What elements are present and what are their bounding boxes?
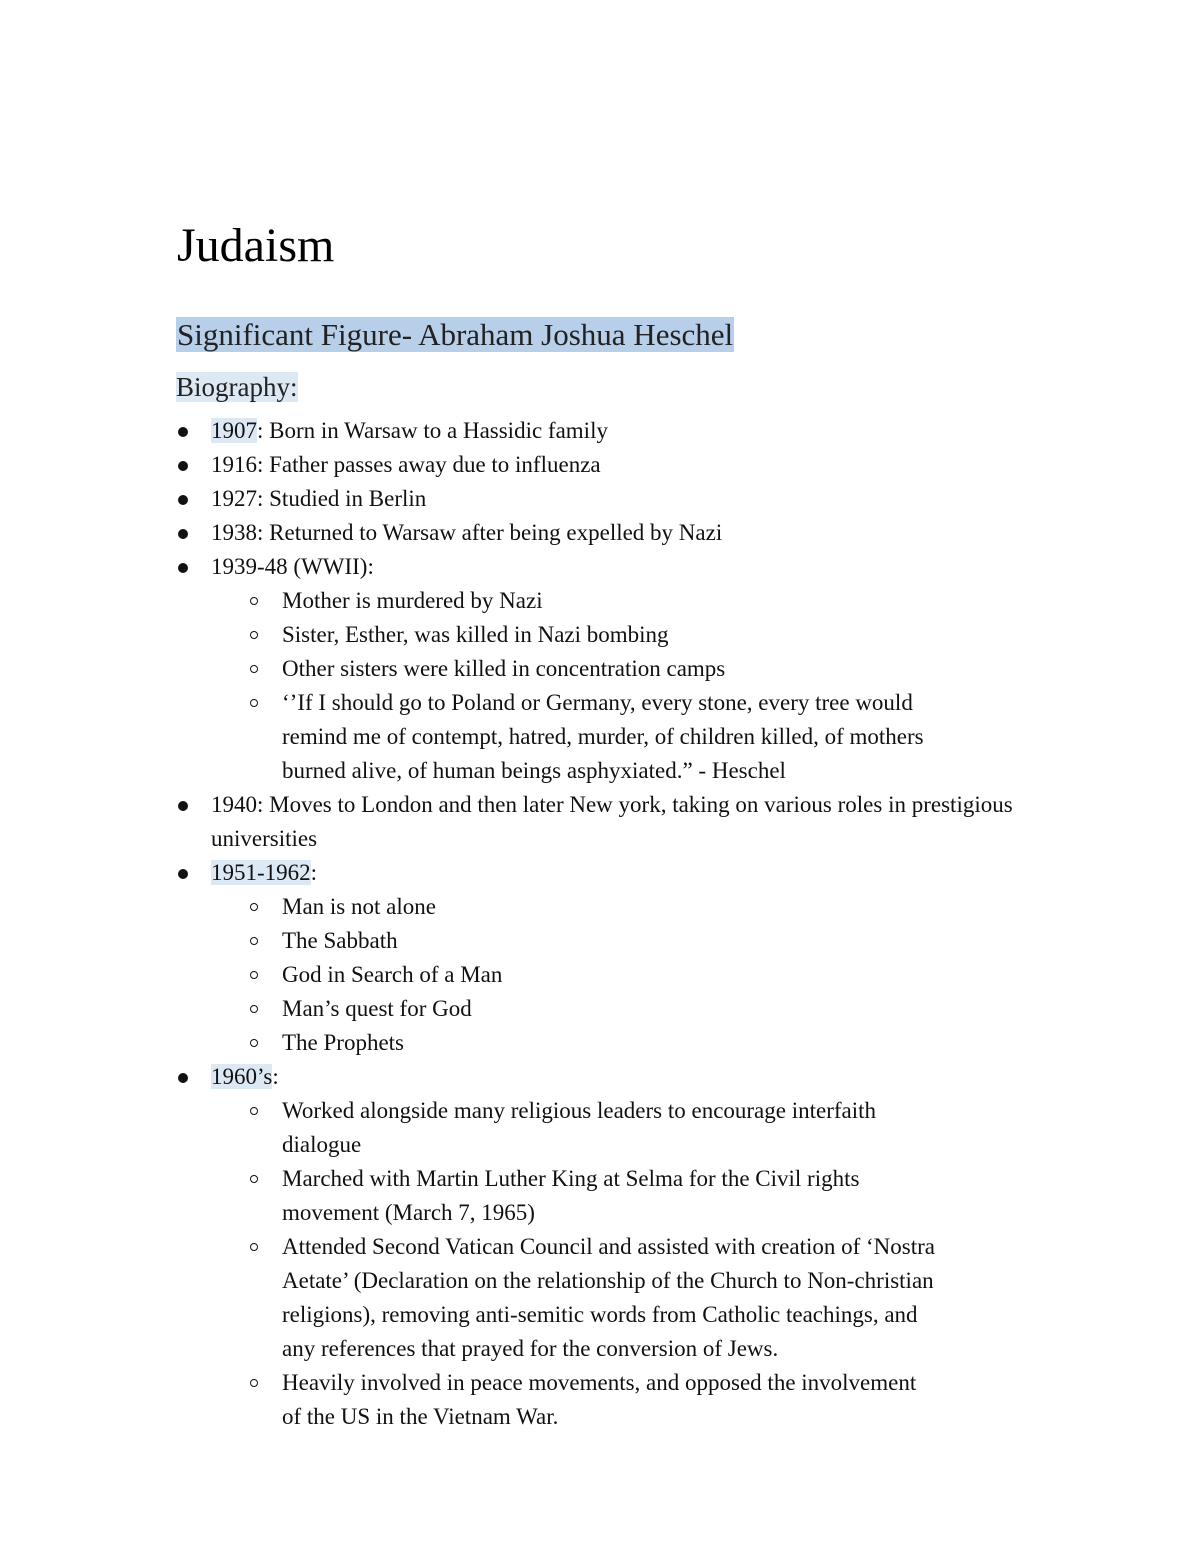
hollow-bullet-icon	[250, 631, 258, 639]
hollow-bullet-icon	[250, 665, 258, 673]
sub-list-item	[0, 584, 1070, 618]
sub-list	[0, 584, 1070, 788]
sub-item-text: Worked alongside many religious leaders to encourage interfaith dialogue	[282, 1098, 877, 1157]
sub-item-text: Mother is murdered by Nazi	[282, 588, 543, 613]
list-item	[0, 516, 1200, 550]
sub-list-item	[0, 618, 1070, 652]
bullet-icon	[178, 1073, 188, 1083]
bullet-icon	[178, 495, 188, 505]
sub-item-text: Man is not alone	[282, 894, 436, 919]
sub-item-text: The Sabbath	[282, 928, 398, 953]
list-item	[0, 414, 1200, 448]
item-text: : Born in Warsaw to a Hassidic family	[257, 418, 608, 443]
hollow-bullet-icon	[250, 1039, 258, 1047]
section-heading-text: Significant Figure- Abraham Joshua Heschel	[177, 317, 734, 352]
hollow-bullet-icon	[250, 699, 258, 707]
sub-item-text: Attended Second Vatican Council and assisted with creation of ‘Nostra Aetate’ (Declaration on the relationship of the Church to Non-christian religions), removing anti-semitic words from Catholic teachings, and any references that prayed for the conversion of Jews.	[282, 1234, 935, 1361]
sub-list-item	[0, 652, 1070, 686]
item-text: 1940: Moves to London and then later New york, taking on various roles in prestigious universities	[211, 792, 1013, 851]
bullet-icon	[178, 563, 188, 573]
sub-list	[0, 1094, 1070, 1434]
bullet-icon	[178, 461, 188, 471]
list-item	[0, 788, 1200, 856]
sub-item-text: The Prophets	[282, 1030, 405, 1055]
list-item	[0, 448, 1200, 482]
item-year: 1960’s	[211, 1064, 273, 1089]
hollow-bullet-icon	[250, 971, 258, 979]
sub-list-item	[0, 1026, 1070, 1060]
item-year: 1907	[211, 418, 257, 443]
hollow-bullet-icon	[250, 1107, 258, 1115]
document-title: Judaism	[177, 219, 335, 272]
item-year: 1951-1962	[211, 860, 311, 885]
biography-list	[0, 414, 1200, 1434]
sub-item-text: Heavily involved in peace movements, and opposed the involvement of the US in the Vietnam War.	[282, 1370, 917, 1429]
biography-heading-text: Biography:	[176, 372, 298, 402]
bullet-icon	[178, 869, 188, 879]
list-item	[0, 1060, 1200, 1434]
sub-list-item	[0, 1230, 1070, 1366]
sub-list-item	[0, 924, 1070, 958]
hollow-bullet-icon	[250, 1243, 258, 1251]
sub-item-text: God in Search of a Man	[282, 962, 503, 987]
hollow-bullet-icon	[250, 1175, 258, 1183]
bullet-icon	[178, 801, 188, 811]
sub-list	[0, 890, 1070, 1060]
item-text: 1927: Studied in Berlin	[211, 486, 427, 511]
item-text: 1939-48 (WWII):	[211, 554, 374, 579]
list-item	[0, 550, 1200, 788]
item-text: :	[310, 860, 318, 885]
sub-item-text: Marched with Martin Luther King at Selma for the Civil rights movement (March 7, 1965)	[282, 1166, 860, 1225]
sub-item-text: Other sisters were killed in concentration camps	[282, 656, 726, 681]
hollow-bullet-icon	[250, 1379, 258, 1387]
hollow-bullet-icon	[250, 937, 258, 945]
sub-list-item	[0, 992, 1070, 1026]
list-item	[0, 856, 1200, 1060]
hollow-bullet-icon	[250, 903, 258, 911]
bullet-icon	[178, 529, 188, 539]
hollow-bullet-icon	[250, 597, 258, 605]
bullet-icon	[178, 427, 188, 437]
sub-list-item	[0, 686, 1070, 788]
hollow-bullet-icon	[250, 1005, 258, 1013]
sub-list-item	[0, 958, 1070, 992]
sub-list-item	[0, 1094, 1070, 1162]
sub-list-item	[0, 1366, 1070, 1434]
item-text: 1916: Father passes away due to influenza	[211, 452, 601, 477]
item-text: 1938: Returned to Warsaw after being expelled by Nazi	[211, 520, 723, 545]
sub-list-item	[0, 890, 1070, 924]
list-item	[0, 482, 1200, 516]
sub-list-item	[0, 1162, 1070, 1230]
section-heading	[176, 316, 734, 354]
sub-item-text: Man’s quest for God	[282, 996, 472, 1021]
biography-heading	[176, 370, 298, 404]
item-text: :	[272, 1064, 279, 1089]
sub-item-text: ‘’If I should go to Poland or Germany, every stone, every tree would remind me of contempt, hatred, murder, of children killed, of mothers burned alive, of human beings asphyxiated.” - Heschel	[282, 690, 924, 783]
sub-item-text: Sister, Esther, was killed in Nazi bombing	[282, 622, 669, 647]
